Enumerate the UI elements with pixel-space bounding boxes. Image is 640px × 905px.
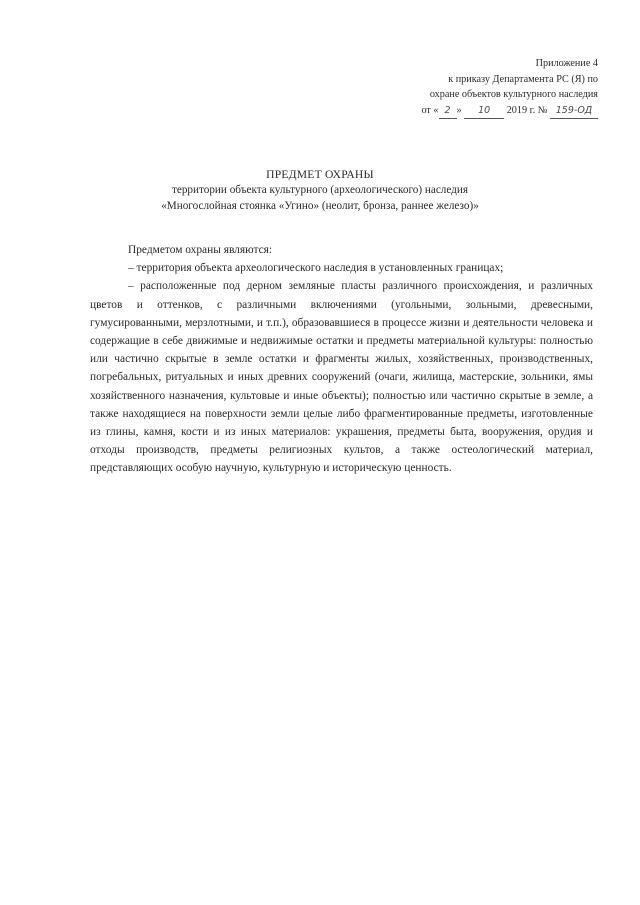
date-year: 2019 г. № [506, 104, 548, 116]
handwritten-day: 2 [439, 103, 457, 120]
appendix-order-ref: к приказу Департамента РС (Я) по [448, 73, 598, 85]
body-lead: Предметом охраны являются: [128, 244, 273, 256]
appendix-number: Приложение 4 [535, 58, 598, 69]
handwritten-month: 10 [464, 103, 504, 120]
appendix-department: охране объектов культурного наследия [429, 89, 598, 100]
body-item-layers: – расположенные под дерном земляные пласты различного происхождения, и различных цветов и оттенков, с различными включениями (угольными, зольными, древесными, гумусированными, мерзлотными, и т.п.), образовавшиеся в процессе жизни и деятельности человека и содержащие в себе движимые и недвижимые остатки и предметы материальной культуры: полностью или частично скрытые в земле остатки и фрагменты жилых, хозяйственных, производственных, погребальных, ритуальных и иных древних сооружений (очаги, жилища, мастерские, зольники, ямы хозяйственного назначения, культовые и иные объекты); полностью или частично скрытые в земле, а также находящиеся на поверхности земли целые либо фрагментированные предметы, изготовленные из глины, камня, кости и из иных материалов: украшения, предметы быта, вооружения, орудия и отходы производств, предметы религиозных культов, а также остеологический материал, представляющих особую научную, культурную и историческую ценность. [90, 280, 593, 475]
title-block [100, 166, 540, 214]
document-subtitle-2: «Многослойная стоянка «Угино» (неолит, бронза, раннее железо)» [161, 199, 479, 212]
body-item-territory: – территория объекта археологического наследия в установленных границах; [128, 262, 504, 275]
document-body [90, 241, 593, 478]
document-subtitle-1: территории объекта культурного (археологического) наследия [171, 184, 469, 196]
date-prefix: от « [421, 104, 439, 116]
document-title: ПРЕДМЕТ ОХРАНЫ [266, 168, 374, 181]
handwritten-order-number: 159-ОД [550, 103, 598, 120]
appendix-header [338, 56, 598, 119]
appendix-date-line [338, 103, 598, 120]
date-mid: » [456, 104, 462, 116]
